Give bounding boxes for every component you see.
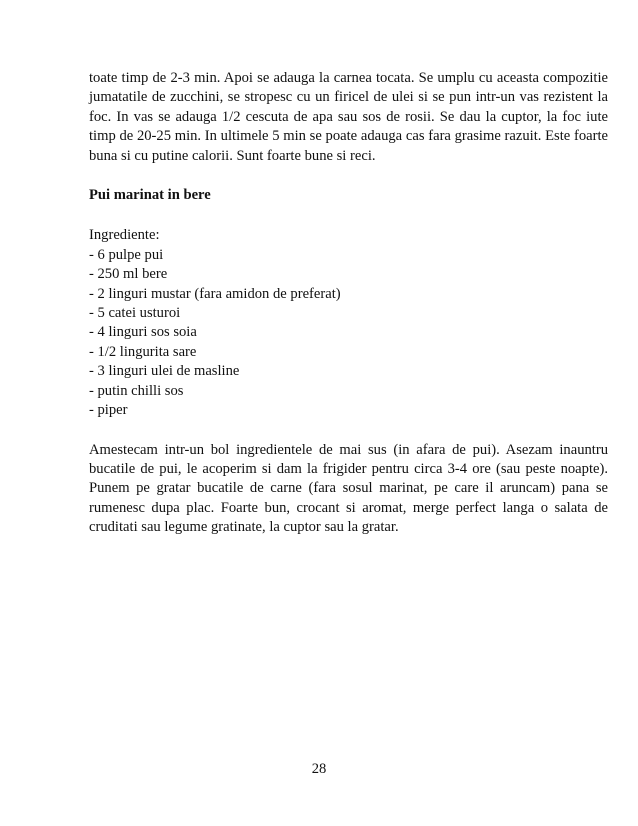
ingredient-item: - 5 catei usturoi xyxy=(89,305,181,322)
ingredient-item: - putin chilli sos xyxy=(89,382,184,399)
ingredient-item: - 3 linguri ulei de masline xyxy=(89,363,240,380)
page-number: 28 xyxy=(311,761,327,777)
page-content xyxy=(89,69,608,538)
ingredient-item: - piper xyxy=(89,402,128,419)
ingredient-item: - 6 pulpe pui xyxy=(89,246,164,263)
ingredients-list xyxy=(89,246,608,421)
ingredients-heading: Ingrediente: xyxy=(89,227,160,244)
ingredient-item: - 2 linguri mustar (fara amidon de preferat) xyxy=(89,285,341,302)
intro-paragraph: toate timp de 2-3 min. Apoi se adauga la carnea tocata. Se umplu cu aceasta compozitie jumatatile de zucchini, se stropesc cu un firicel de ulei si se pun intr-un vas rezistent la foc. In vas se adauga 1/2 cescuta de apa sau sos de rosii. Se dau la cuptor, la foc iute timp de 20-25 min. In ultimele 5 min se poate adauga cas fara grasime razuit. Este foarte buna si cu putine calorii. Sunt foarte bune si reci. xyxy=(89,70,608,164)
ingredient-item: - 4 linguri sos soia xyxy=(89,324,197,341)
ingredient-item: - 250 ml bere xyxy=(89,266,168,283)
recipe-title: Pui marinat in bere xyxy=(89,187,211,204)
method-paragraph: Amestecam intr-un bol ingredientele de mai sus (in afara de pui). Asezam inauntru bucatile de pui, le acoperim si dam la frigider pentru circa 3-4 ore (sau peste noapte). Punem pe gratar bucatile de carne (fara sosul marinat, pe care il aruncam) pana se rumenesc dupa plac. Foarte bun, crocant si aromat, merge perfect langa o salata de cruditati sau legume gratinate, la cuptor sau la gratar. xyxy=(89,441,608,536)
ingredient-item: - 1/2 lingurita sare xyxy=(89,343,197,360)
